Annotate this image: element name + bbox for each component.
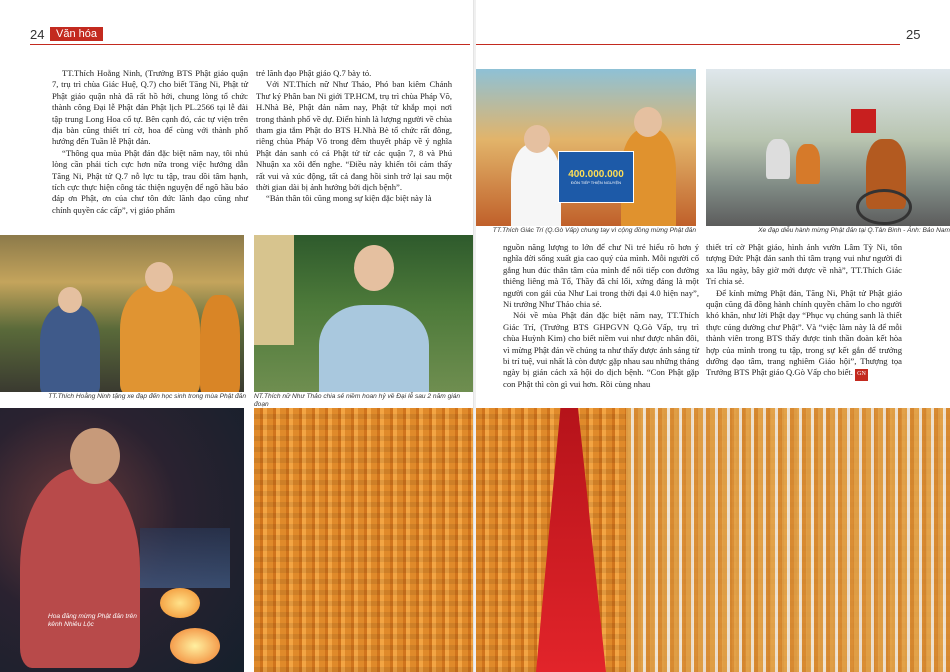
photo-bicycle-parade bbox=[706, 69, 950, 226]
donation-amount: 400.000.000 bbox=[568, 169, 624, 180]
caption-lanterns: Hoa đăng mừng Phật đản trên kênh Nhiêu Lộc bbox=[48, 613, 137, 628]
rider-figure bbox=[796, 144, 820, 184]
man-head bbox=[524, 125, 550, 153]
nun-figure bbox=[319, 305, 429, 392]
page-number-left: 24 bbox=[30, 27, 45, 42]
donation-board bbox=[558, 151, 634, 203]
article-column-3 bbox=[503, 242, 699, 390]
header-rule bbox=[30, 44, 470, 45]
monk-head bbox=[145, 262, 173, 292]
photo-lanterns bbox=[0, 408, 244, 672]
monk-figure bbox=[120, 285, 200, 392]
paragraph: trẻ lãnh đạo Phật giáo Q.7 bày tỏ. bbox=[256, 68, 372, 78]
city-skyline bbox=[140, 528, 230, 588]
left-page bbox=[0, 0, 474, 672]
paragraph: thiết trí cờ Phật giáo, hình ảnh vườn Lâm Tỳ Ni, tôn tượng Đức Phật đản sanh thì tâm trạng vui như người đi xa lâu ngày, bây giờ mới được về nhà”, TT.Thích Giác Trí chia sẻ. bbox=[706, 242, 902, 287]
student-head bbox=[58, 287, 82, 313]
lantern-icon bbox=[160, 588, 200, 618]
caption-nun: NT.Thích nữ Như Thảo chia sẻ niềm hoan hỷ về Đại lễ sau 2 năm gián đoạn bbox=[254, 393, 461, 408]
caption-ceremony: TT.Thích Giác Trí (Q.Gò Vấp) chung tay vì cộng đồng mừng Phật đản bbox=[492, 227, 696, 234]
paragraph: Nói về mùa Phật đản đặc biệt năm nay, TT.Thích Giác Trí, (Trưởng BTS GHPGVN Q.Gò Vấp, trụ trì chùa Huỳnh Kim) cho biết niềm vui như được nhân đôi, vì mừng Phật đản về chúng ta như thấy được ánh sáng từ bi trí tuệ, vui nhất là còn được gặp nhau sau những tháng ngày bị gián cách xã hội do dịch bệnh. “Con Phật gặp con Phật thì còn gì vui hơn. Rồi cùng nhau bbox=[503, 310, 699, 389]
article-column-2 bbox=[256, 68, 452, 205]
paragraph: nguồn năng lượng to lớn để chư Ni trẻ hiểu rõ hơn ý nghĩa đời sống xuất gia cao quý của mình. Mỗi người cố gắng hun đúc thân tâm của mình để nối tiếp con đường thiêng liêng mà Tổ, Thầy đã chỉ lối, xứng đáng là một người con gái của Như Lai trong thời đại 4.0 hiện nay”, Ni trưởng Như Thảo chia sẻ. bbox=[503, 242, 699, 310]
paragraph: “Thông qua mùa Phật đản đặc biệt năm nay, tôi nhủ lòng cần phải tích cực hơn nữa trong việc hướng dẫn Tăng Ni, Phật tử Q.7 nỗ lực tu tập, trau dồi tâm hạnh, tích cực thực hiện công tác thiện nguyện để ngõ hầu báo đáp ơn Phật, ơn của chư tôn đức lãnh đạo cũng như chính quyền các cấp”, vị giáo phẩm bbox=[52, 147, 248, 215]
crowd-mixed-robes bbox=[626, 408, 950, 672]
right-page bbox=[476, 0, 950, 672]
nun-head bbox=[354, 245, 394, 291]
paragraph bbox=[706, 288, 902, 381]
photo-crowd-right bbox=[476, 408, 950, 672]
crowd-rows bbox=[254, 408, 474, 672]
banner-sign bbox=[254, 235, 294, 345]
paragraph: Với NT.Thích nữ Như Thảo, Phó ban kiêm Chánh Thư ký Phân ban Ni giới TP.HCM, trụ trì chùa Pháp Võ, H.Nhà Bè, Phật đản năm nay, Phật tử khắp mọi nơi trong thành phố về dự. Điển hình là lượng người về chùa tham gia tắm Phật do BTS H.Nhà Bè tổ chức rất đông, riêng chùa Pháp Võ trong đêm thuyết pháp về ý nghĩa Phật đản sanh có cả Phật tử từ các quận 7, 8 và Phú Nhuận xa xôi đến nghe. “Điều này khiến tôi cảm thấy rất vui và xúc động, tất cả đang hồi sinh trở lại sau một thời gian dài bị ảnh hưởng bởi dịch bệnh”. bbox=[256, 79, 452, 193]
page-number-right: 25 bbox=[906, 27, 921, 42]
photo-crowd-left bbox=[254, 408, 474, 672]
woman-head bbox=[70, 428, 120, 484]
article-column-4 bbox=[706, 242, 902, 381]
paragraph: “Bản thân tôi cũng mong sự kiện đặc biệt này là bbox=[266, 193, 432, 204]
end-mark: GN bbox=[855, 369, 868, 380]
donation-subtitle: ĐÓN TIẾP THIỆN NGUYỆN bbox=[570, 180, 621, 185]
woman-figure bbox=[20, 468, 140, 668]
paragraph: TT.Thích Hoằng Ninh, (Trưởng BTS Phật giáo quận 7, trụ trì chùa Giác Huệ, Q.7) cho biết Tăng Ni, Phật tử Phật giáo quận nhà đã rất hồ hởi, chung lòng tổ chức thành công Đại lễ Phật đản Phật lịch PL.2566 tại lễ đài tập trung Long Hoa cổ tự. Bên cạnh đó, các tự viện trên địa bàn cũng thiết trí cờ, hoa để cùng với thành phố hướng đến Tuần lễ Phật đản. bbox=[52, 68, 248, 147]
paragraph-text: Để kính mừng Phật đản, Tăng Ni, Phật tử Phật giáo quận cũng đã đồng hành chính quyền chăm lo cho người khó khăn, như lời Phật dạy “Phục vụ chúng sanh là thiết thực cúng dường chư Phật”. Và “việc làm này là để mỗi thành viên trong BTS thấy được tinh thần đoàn kết hòa hợp của mình trong tu tập, trong sự kết gắn để trưởng dưỡng đạo tâm, trang nghiêm Giáo hội”, Thượng tọa Trưởng BTS Phật giáo Q.Gò Vấp cho biết. bbox=[706, 287, 902, 378]
monk-head bbox=[634, 107, 662, 137]
section-label: Văn hóa bbox=[50, 27, 103, 41]
photo-monk-bicycles bbox=[0, 235, 244, 392]
student-figure bbox=[40, 305, 100, 392]
lantern-icon bbox=[170, 628, 220, 664]
flag-icon bbox=[851, 109, 876, 133]
caption-monk: TT.Thích Hoằng Ninh tặng xe đạp đến học sinh trong mùa Phật đản bbox=[48, 393, 246, 400]
monk-figure bbox=[200, 295, 240, 392]
photo-nun bbox=[254, 235, 474, 392]
bicycle-wheel bbox=[856, 189, 912, 225]
man-figure bbox=[511, 144, 561, 226]
caption-bicycle: Xe đạp diễu hành mừng Phật đản tại Q.Tân Bình - Ảnh: Bảo Nam bbox=[758, 227, 950, 234]
rider-figure bbox=[766, 139, 790, 179]
header-rule bbox=[476, 44, 900, 45]
article-column-1 bbox=[52, 68, 248, 216]
photo-ceremony bbox=[476, 69, 696, 226]
